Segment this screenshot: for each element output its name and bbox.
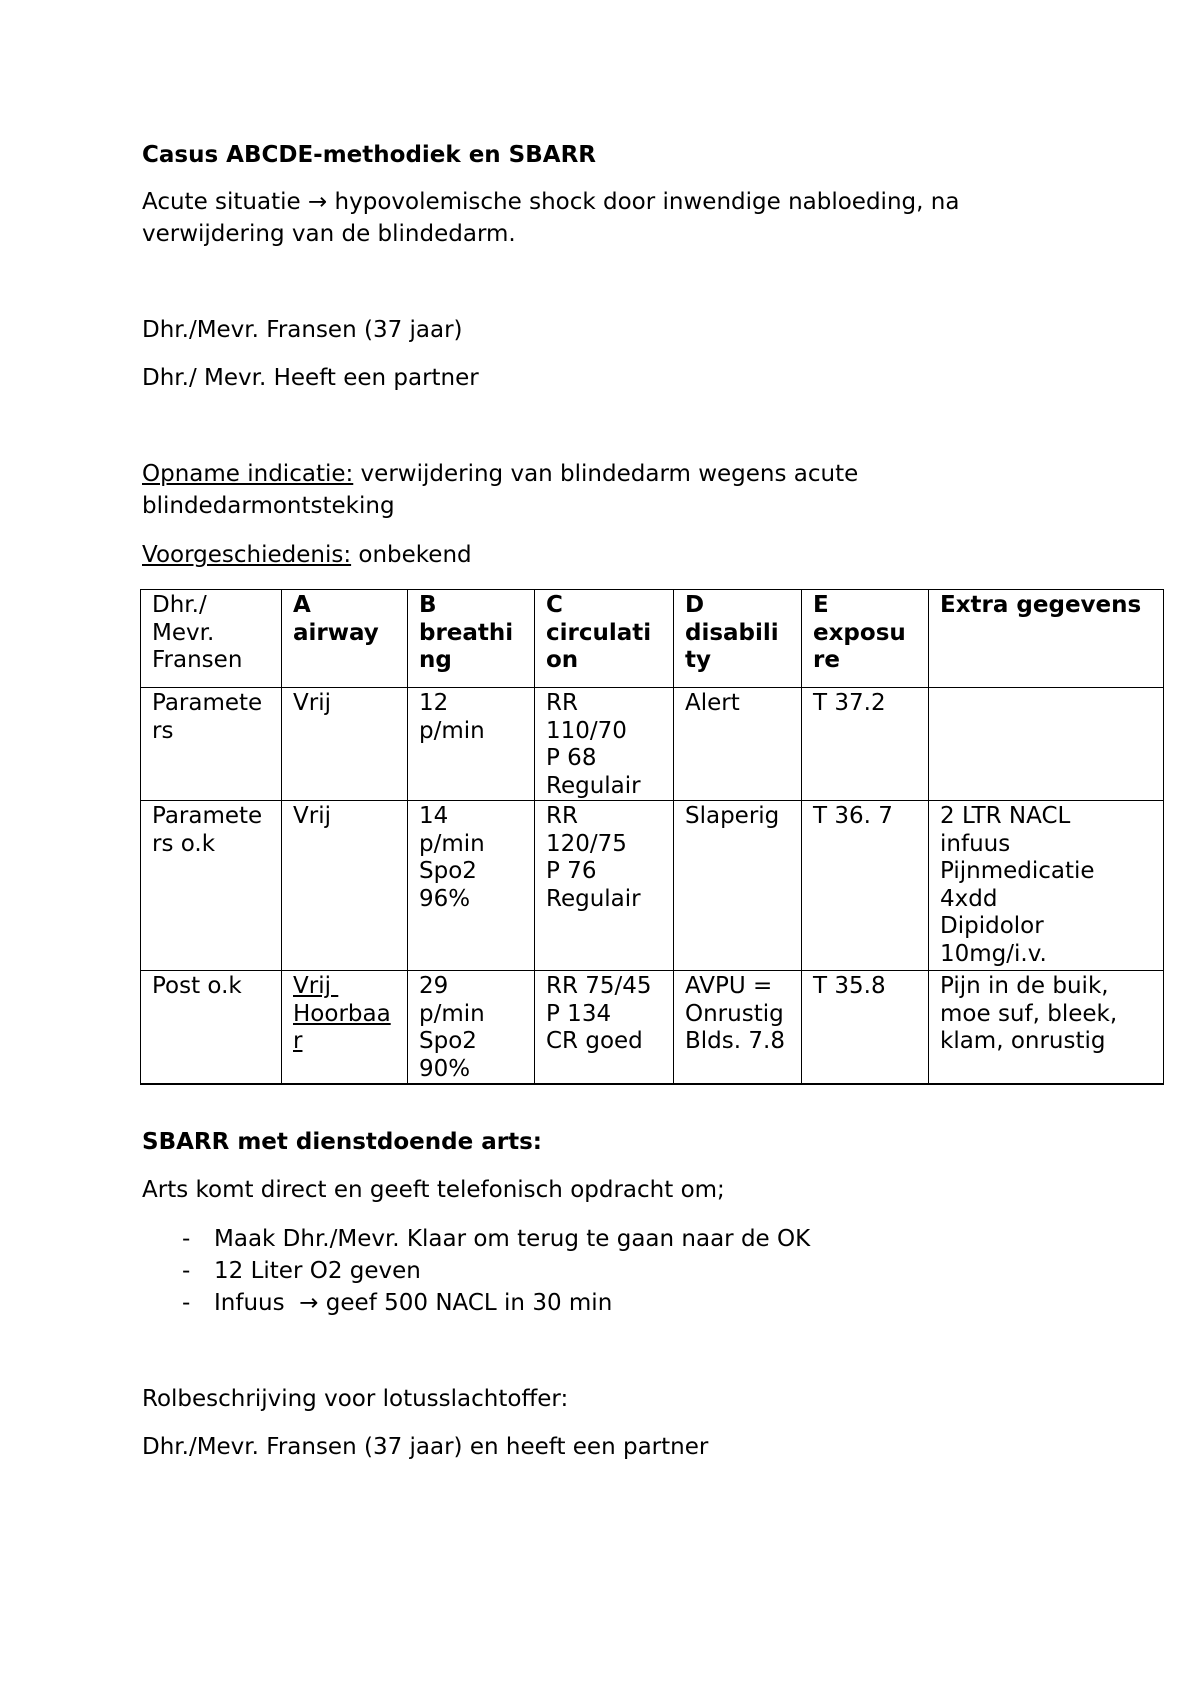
header-exposure: E exposu re xyxy=(802,590,929,688)
bullet-marker: - xyxy=(182,1258,191,1284)
medical-history xyxy=(142,539,472,571)
table-cell-breathing: 14 p/min Spo2 96% xyxy=(408,801,535,971)
admission-indication xyxy=(142,458,1102,522)
history-label: Voorgeschiedenis: xyxy=(142,542,352,568)
table-cell-airway xyxy=(282,971,408,1085)
header-circulation: C circulati on xyxy=(535,590,674,688)
table-cell-airway: Vrij xyxy=(282,688,408,801)
table-cell-exposure: T 36. 7 xyxy=(802,801,929,971)
order-text: 12 Liter O2 geven xyxy=(214,1258,421,1284)
order-text: Maak Dhr./Mevr. Klaar om terug te gaan naar de OK xyxy=(214,1226,811,1252)
table-cell-circulation: RR 110/70 P 68 Regulair xyxy=(535,688,674,801)
table-cell-exposure: T 35.8 xyxy=(802,971,929,1085)
table-cell-label: Post o.k xyxy=(141,971,282,1085)
patient-line: Dhr./Mevr. Fransen (37 jaar) xyxy=(142,317,463,343)
list-item xyxy=(182,1255,421,1287)
sbarr-intro: Arts komt direct en geeft telefonisch opdracht om; xyxy=(142,1177,725,1203)
list-item xyxy=(182,1223,810,1255)
table-cell-airway: Vrij xyxy=(282,801,408,971)
admission-label: Opname indicatie: xyxy=(142,461,354,487)
table-cell-label: Paramete rs o.k xyxy=(141,801,282,971)
role-title: Rolbeschrijving voor lotusslachtoffer: xyxy=(142,1386,569,1412)
table-row xyxy=(141,688,1164,801)
partner-line: Dhr./ Mevr. Heeft een partner xyxy=(142,365,479,391)
abcde-table xyxy=(140,589,1164,1085)
table-cell-breathing: 29 p/min Spo2 90% xyxy=(408,971,535,1085)
list-item xyxy=(182,1287,612,1319)
table-cell-exposure: T 37.2 xyxy=(802,688,929,801)
table-cell-circulation: RR 120/75 P 76 Regulair xyxy=(535,801,674,971)
table-cell-disability: AVPU = Onrustig Blds. 7.8 xyxy=(674,971,802,1085)
table-cell-breathing: 12 p/min xyxy=(408,688,535,801)
header-disability: D disabili ty xyxy=(674,590,802,688)
bullet-marker: - xyxy=(182,1290,191,1316)
header-extra: Extra gegevens xyxy=(929,590,1164,688)
table-cell-circulation: RR 75/45 P 134 CR goed xyxy=(535,971,674,1085)
table-row xyxy=(141,801,1164,971)
table-cell-label: Paramete rs xyxy=(141,688,282,801)
airway-value-underlined: Vrij Hoorbaa r xyxy=(293,973,391,1054)
table-cell-disability: Alert xyxy=(674,688,802,801)
header-patient: Dhr./ Mevr. Fransen xyxy=(141,590,282,688)
bullet-marker: - xyxy=(182,1226,191,1252)
order-text: Infuus → geef 500 NACL in 30 min xyxy=(214,1290,613,1316)
situation-text: Acute situatie → hypovolemische shock door inwendige nabloeding, na verwijdering van de blindedarm. xyxy=(142,189,960,247)
role-text: Dhr./Mevr. Fransen (37 jaar) en heeft een partner xyxy=(142,1434,709,1460)
table-header-row xyxy=(141,590,1164,688)
sbarr-title: SBARR met dienstdoende arts: xyxy=(142,1129,542,1155)
table-cell-extra: 2 LTR NACL infuus Pijnmedicatie 4xdd Dipidolor 10mg/i.v. xyxy=(929,801,1164,971)
header-breathing: B breathi ng xyxy=(408,590,535,688)
table-cell-disability: Slaperig xyxy=(674,801,802,971)
table-row xyxy=(141,971,1164,1085)
table-cell-extra xyxy=(929,688,1164,801)
history-text: onbekend xyxy=(351,542,472,568)
table-cell-extra: Pijn in de buik, moe suf, bleek, klam, onrustig xyxy=(929,971,1164,1085)
header-airway: A airway xyxy=(282,590,408,688)
document-title: Casus ABCDE-methodiek en SBARR xyxy=(142,142,597,168)
admission-text: verwijdering van blindedarm wegens acute blindedarmontsteking xyxy=(142,461,859,519)
